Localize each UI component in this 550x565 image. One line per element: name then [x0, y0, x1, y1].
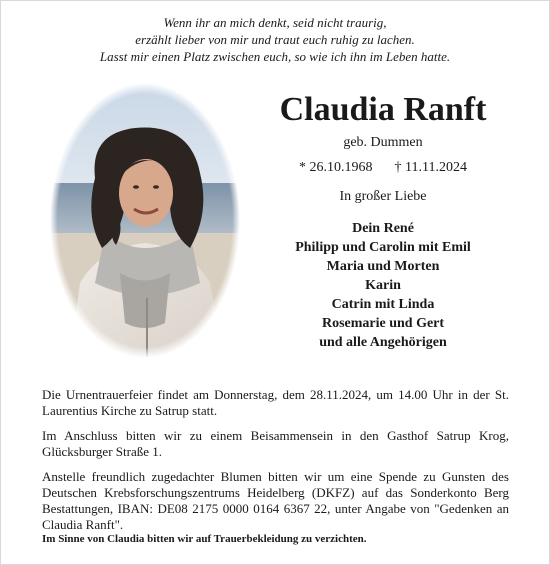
death-date: † 11.11.2024 [394, 160, 467, 175]
gathering-paragraph: Im Anschluss bitten wir zu einem Beisammensein in den Gasthof Satrup Krog, Glücksburger Straße 1. [42, 428, 509, 459]
life-dates [248, 160, 518, 176]
mourner: Dein René [352, 221, 414, 236]
closing-note: Im Sinne von Claudia bitten wir auf Trauerbekleidung zu verzichten. [42, 533, 367, 545]
poem [40, 14, 510, 65]
mourner: Karin [365, 278, 401, 293]
deceased-name: Claudia Ranft [279, 91, 487, 128]
mourner: Catrin mit Linda [331, 297, 435, 312]
portrait-photo [50, 83, 240, 358]
mourner: Philipp und Carolin mit Emil [295, 240, 471, 255]
poem-line: erzählt lieber von mir und traut euch ruhig zu lachen. [135, 32, 415, 47]
mourner: und alle Angehörigen [319, 335, 447, 350]
poem-line: Lasst mir einen Platz zwischen euch, so wie ich ihn im Leben hatte. [99, 49, 451, 64]
ceremony-paragraph: Die Urnentrauerfeier findet am Donnerstag, dem 28.11.2024, um 14.00 Uhr in der St. Laurentius Kirche zu Satrup statt. [42, 387, 509, 418]
mourner: Maria und Morten [326, 259, 440, 274]
poem-line: Wenn ihr an mich denkt, seid nicht traurig, [163, 15, 387, 30]
in-love-line: In großer Liebe [339, 189, 427, 204]
mourners-list [248, 219, 518, 352]
birth-name: geb. Dummen [343, 135, 423, 150]
notice-body [42, 387, 509, 542]
mourner: Rosemarie und Gert [321, 316, 445, 331]
birth-date: * 26.10.1968 [299, 160, 373, 175]
donation-paragraph: Anstelle freundlich zugedachter Blumen bitten wir um eine Spende zu Gunsten des Deutschen Krebsforschungszentrums Heidelberg (DKFZ) auf das Sonderkonto Berg Bestattungen, IBAN: DE08 2175 0000 0164 6367 22, unter Angabe von "Gedenken an Claudia Ranft". [42, 469, 509, 532]
